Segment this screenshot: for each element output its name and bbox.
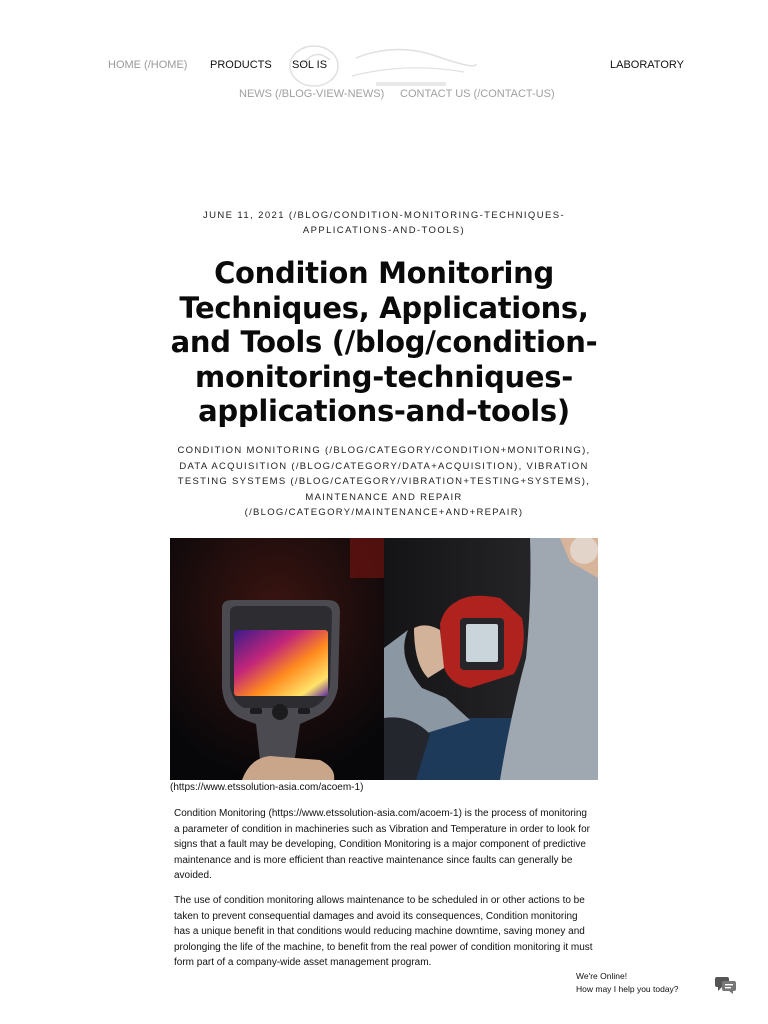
nav-link-news[interactable]: NEWS (/BLOG-VIEW-NEWS) — [239, 88, 385, 100]
nav-link-contact[interactable]: CONTACT US (/CONTACT-US) — [400, 88, 555, 100]
nav-link-laboratory[interactable]: LABORATORY — [610, 59, 684, 71]
live-chat-widget[interactable] — [576, 971, 746, 1001]
post-hero-image[interactable] — [170, 538, 598, 780]
chat-prompt: How may I help you today? — [576, 984, 679, 994]
chat-bubbles-icon[interactable] — [714, 975, 738, 995]
main-nav — [0, 59, 768, 75]
post-paragraph: The use of condition monitoring allows maintenance to be scheduled in or other actions to be taken to prevent consequential damages and avoid its consequences, Condition monitoring has a unique benefit in that conditions would reducing machine downtime, saving money and prolonging the life of the machine, to benefit from the real power of condition monitoring it must form part of a company-wide asset management program. — [174, 895, 593, 968]
post-date[interactable]: JUNE 11, 2021 (/BLOG/CONDITION-MONITORING-TECHNIQUES-APPLICATIONS-AND-TOOLS) — [202, 210, 566, 236]
post-title[interactable]: Condition Monitoring Techniques, Applications, and Tools (/blog/condition-monitoring-techniques-applications-and-tools) — [170, 256, 598, 428]
post-paragraph: Condition Monitoring (https://www.etssolution-asia.com/acoem-1) is the process of monitoring a parameter of condition in machineries such as Vibration and Temperature in order to look for signs that a fault may be developing, Condition Monitoring is a major component of predictive maintenance and is more efficient than reactive maintenance since faults can generally be avoided. — [174, 808, 590, 881]
nav-link-products[interactable]: PRODUCTS — [210, 59, 272, 71]
nav-link-home[interactable]: HOME (/HOME) — [108, 59, 188, 71]
nav-link-solutions[interactable]: SOL IS — [292, 59, 328, 71]
image-caption-link[interactable]: (https://www.etssolution-asia.com/acoem-1) — [170, 782, 364, 793]
chat-status: We're Online! — [576, 971, 628, 981]
post-categories[interactable]: CONDITION MONITORING (/BLOG/CATEGORY/CONDITION+MONITORING), DATA ACQUISITION (/BLOG/CATEGORY/DATA+ACQUISITION), VIBRATION TESTING SYSTEMS (/BLOG/CATEGORY/VIBRATION+TESTING+SYSTEMS), MAINTENANCE AND REPAIR (/BLOG/CATEGORY/MAINTENANCE+AND+REPAIR) — [177, 445, 591, 519]
